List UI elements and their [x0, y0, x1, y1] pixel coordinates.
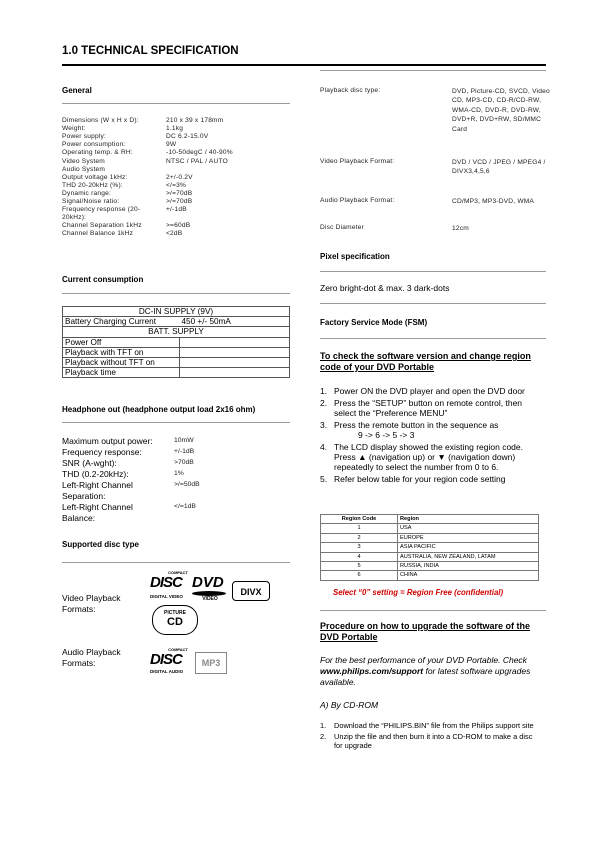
region-steps-list [320, 386, 542, 486]
table-row: 1 USA [321, 524, 539, 533]
table-row: Battery Charging Current 450 +/- 50mA [63, 317, 290, 327]
table-row: Playback without TFT on [63, 357, 290, 367]
table-row: Region Code Region [321, 515, 539, 524]
spec-row: Operating temp. & RH: -10-50degC / 40-90% [62, 149, 233, 157]
table-row: 3 ASIA PACIFIC [321, 543, 539, 552]
dvd-video-logo: DVD VIDEO [192, 576, 228, 604]
table-row: Playback with TFT on [63, 347, 290, 357]
spec-row: Weight: 1.1kg [62, 125, 184, 133]
general-rule [62, 103, 290, 104]
upgrade-subheading: A) By CD-ROM [320, 700, 379, 710]
table-row [63, 327, 290, 337]
video-formats-label: Video Playback Formats: [62, 593, 121, 614]
spec-row: Dimensions (W x H x D): 210 x 39 x 178mm [62, 117, 224, 124]
current-heading: Current consumption [62, 275, 144, 284]
pixel-spec-text: Zero bright-dot & max. 3 dark-dots [320, 283, 450, 293]
upgrade-intro: For the best performance of your DVD Portable. Check www.philips.com/support for latest software upgrades available. [320, 655, 531, 687]
table-row: 2 EUROPE [321, 533, 539, 542]
dc-in-header: DC-IN SUPPLY (9V) [63, 307, 290, 317]
upgrade-rule [320, 610, 546, 611]
list-item: 2. Unzip the file and then burn it into a CD-ROM to make a disc for upgrade [320, 731, 533, 750]
spec-row: Power consumption: 9W [62, 141, 177, 149]
support-link[interactable]: www.philips.com/support [320, 666, 424, 676]
pixel-rule [320, 271, 546, 272]
table-row [63, 307, 290, 317]
list-item: 2. Press the “SETUP” button on remote control, then select the “Preference MENU” [320, 398, 523, 418]
spec-row: THD 20-20kHz (%): </=3% [62, 181, 187, 189]
spec-row: Output voltage 1kHz: 2+/-0.2V [62, 173, 193, 181]
headphone-heading: Headphone out (headphone output load 2x16 ohm) [62, 405, 256, 414]
spec-row: Channel Separation 1kHz >=60dB [62, 222, 191, 230]
picture-cd-logo: PICTURE CD [152, 605, 198, 635]
audio-formats-label: Audio Playback Formats: [62, 647, 121, 668]
list-item: 3. Press the remote button in the sequence as 9 -> 6 -> 5 -> 3 [320, 420, 542, 440]
list-item: 4. The LCD display showed the existing region code. Press ▲ (navigation up) or ▼ (navigation down) repeatedly to select the number from 0 to 6. [320, 442, 523, 472]
playback-top-rule [320, 70, 546, 71]
pixel-heading: Pixel specification [320, 252, 390, 261]
pixel-bottom-rule [320, 303, 546, 304]
upgrade-heading: Procedure on how to upgrade the software of the DVD Portable [320, 621, 531, 642]
title-rule [62, 64, 546, 66]
upgrade-steps-list [320, 721, 542, 752]
fsm-heading: Factory Service Mode (FSM) [320, 318, 428, 327]
spec-row: Power supply: DC 6.2-15.0V [62, 133, 209, 141]
list-item: 1. Download the “PHILIPS.BIN” file from the Philips support site [320, 721, 534, 730]
compact-disc-audio-logo: COMPACT DISC DIGITAL AUDIO [150, 647, 188, 674]
table-row: 6 CHINA [321, 571, 539, 580]
table-row: Playback time [63, 368, 290, 378]
headphone-rule [62, 422, 290, 423]
page-title: 1.0 TECHNICAL SPECIFICATION [62, 45, 239, 57]
spec-row: Audio System [62, 165, 106, 173]
region-heading: To check the software version and change region code of your DVD Portable [320, 351, 531, 372]
mp3-logo: MP3 [195, 652, 227, 674]
spec-row: Channel Balance 1kHz <2dB [62, 230, 183, 238]
batt-header: BATT. SUPPLY [63, 327, 290, 337]
list-item: 5. Refer below table for your region code setting [320, 474, 506, 484]
disc-heading: Supported disc type [62, 540, 139, 549]
divx-logo: DIVX [232, 581, 270, 601]
region-code-table [320, 514, 539, 581]
spec-row: 20kHz): [62, 214, 87, 222]
current-rule [62, 293, 290, 294]
spec-row: Signal/Noise ratio: >/=70dB [62, 198, 193, 205]
general-heading: General [62, 86, 92, 95]
compact-disc-video-logo: COMPACT DISC DIGITAL VIDEO [150, 570, 188, 599]
table-row: Power Off [63, 337, 290, 347]
key-sequence: 9 -> 6 -> 5 -> 3 [358, 430, 415, 440]
table-row: 5 RUSSIA, INDIA [321, 562, 539, 571]
disc-rule [62, 562, 290, 563]
spec-row: Video System NTSC / PAL / AUTO [62, 157, 228, 165]
spec-row: Dynamic range: >/=70dB [62, 189, 193, 197]
table-row: 4 AUSTRALIA, NEW ZEALAND, LATAM [321, 552, 539, 561]
spec-row: Frequency response (20- +/-1dB [62, 206, 187, 214]
region-free-note: Select “0” setting = Region Free (confidential) [333, 588, 504, 597]
list-item: 1. Power ON the DVD player and open the DVD door [320, 386, 525, 396]
current-consumption-table [62, 306, 290, 378]
fsm-rule [320, 338, 546, 339]
